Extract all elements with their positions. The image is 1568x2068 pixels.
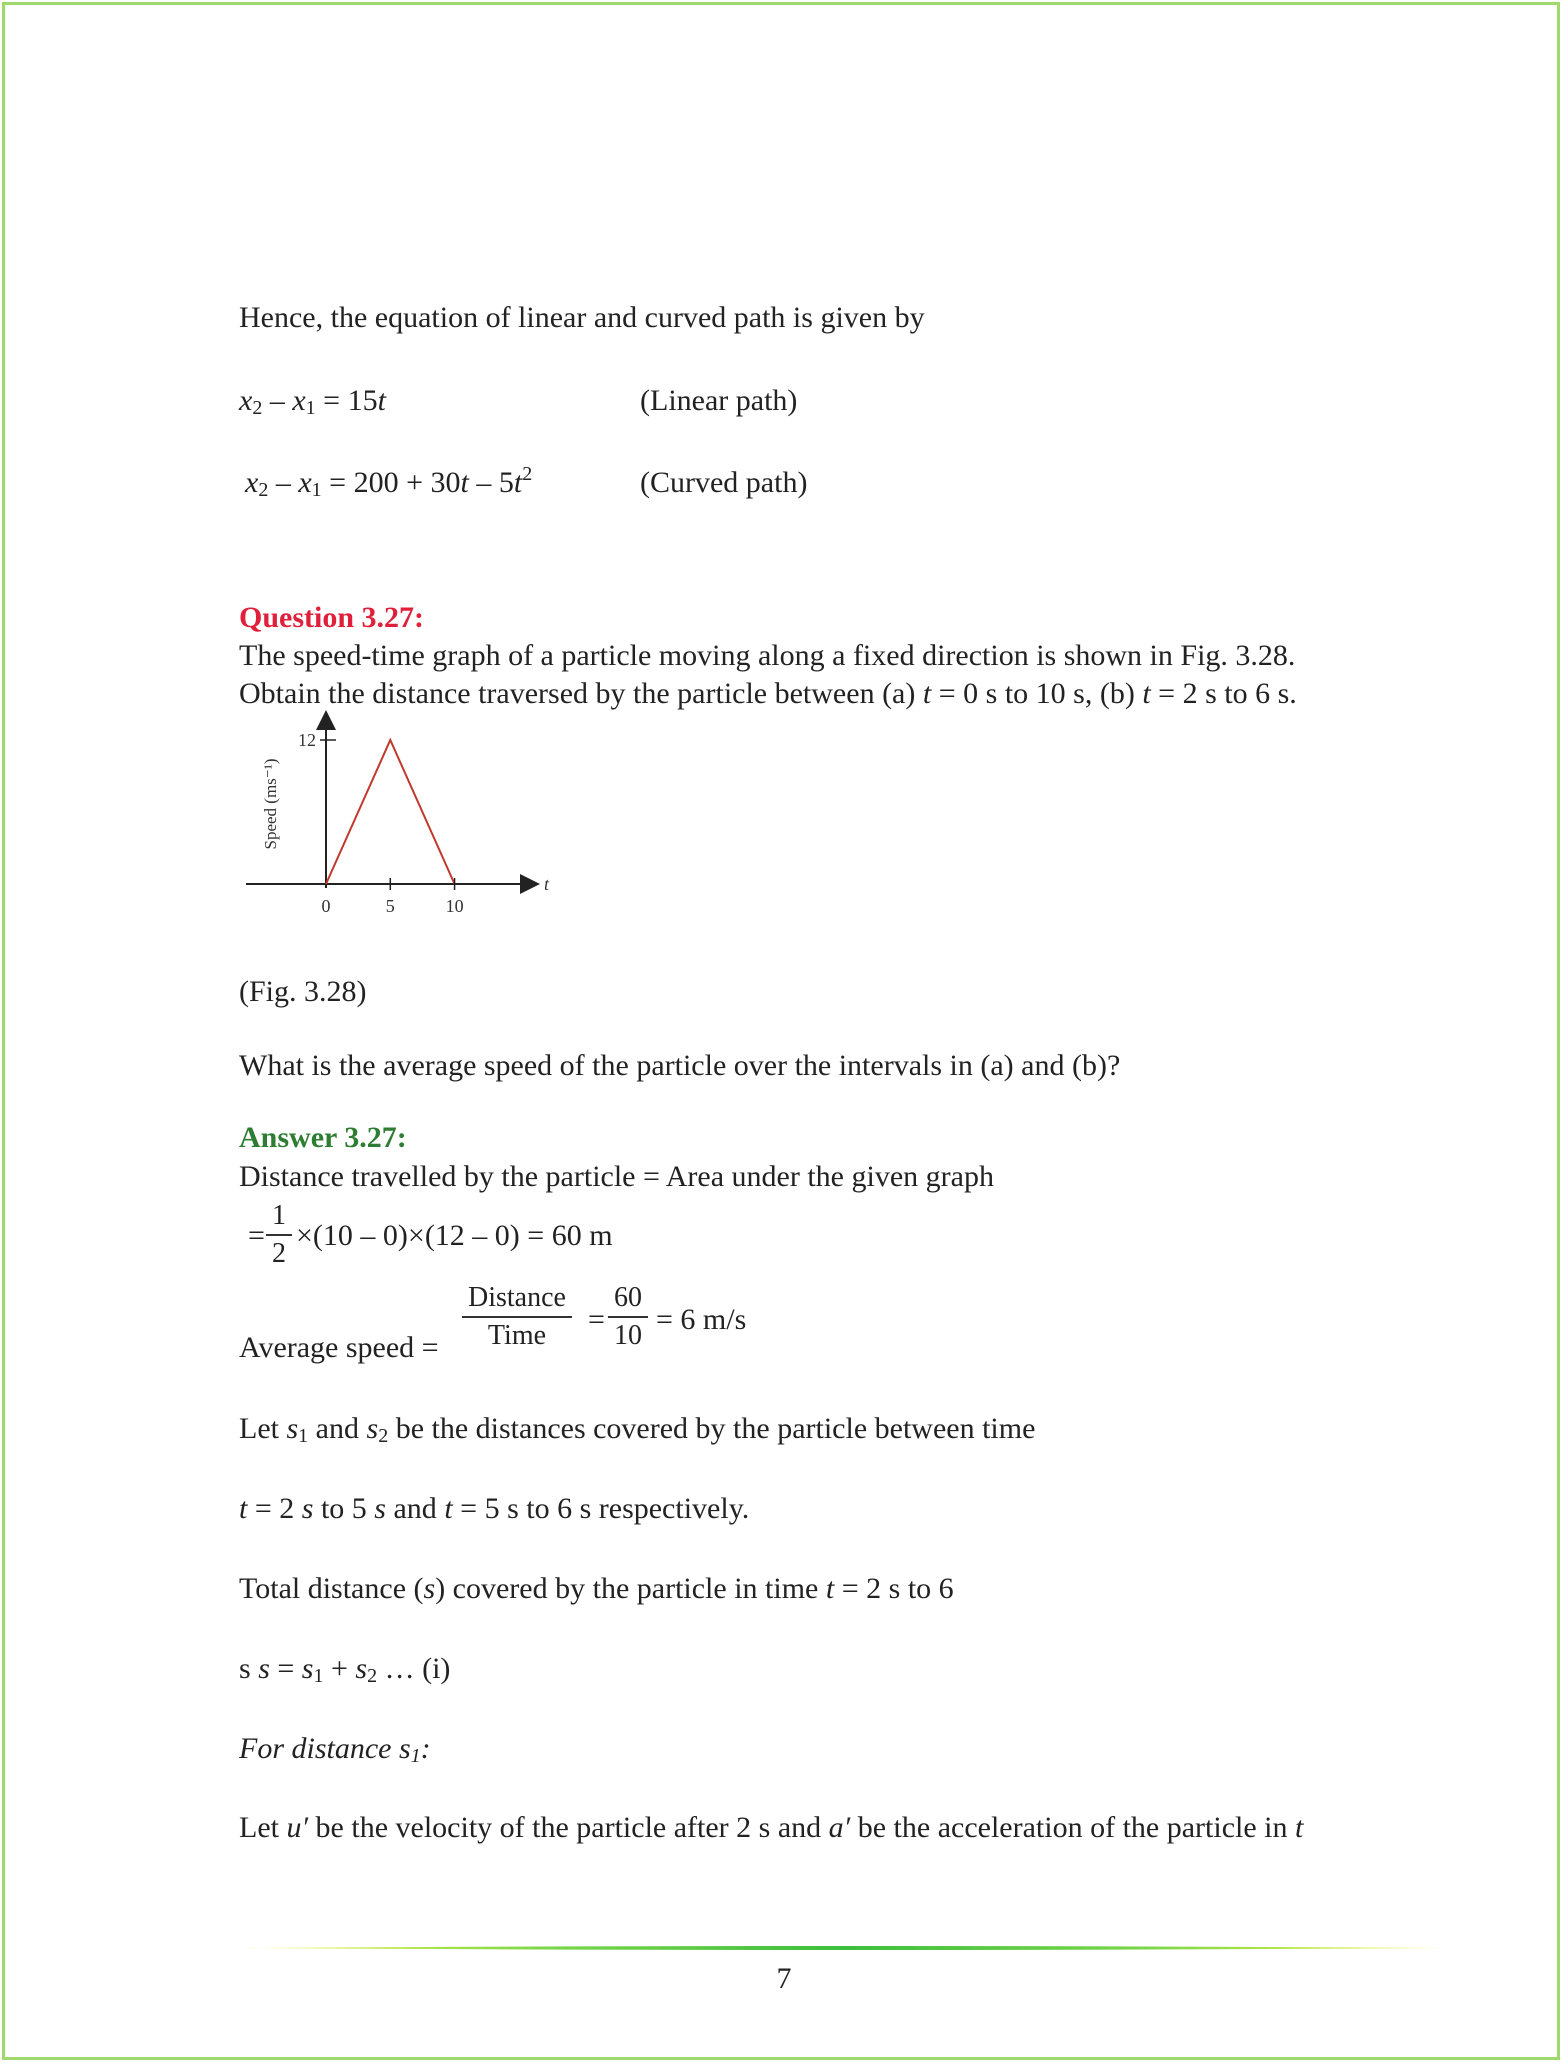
x-tick-label: 10 [445,896,464,916]
last-line: Let u′ be the velocity of the particle after 2 s and a′ be the acceleration of the particle in t [239,1811,1304,1844]
answer-line-1: Distance travelled by the particle = Area under the given graph [239,1160,994,1193]
question-heading: Question 3.27: [239,601,425,634]
answer-heading: Answer 3.27: [239,1121,407,1154]
average-speed-label: Average speed = [239,1331,439,1364]
y-tick-label: 12 [298,730,316,750]
x-tick-label: 0 [321,896,331,916]
equation-linear-label: (Linear path) [640,384,798,417]
question-line-1: The speed-time graph of a particle moving along a fixed direction is shown in Fig. 3.28. [239,639,1296,672]
area-eq-prefix: = [248,1219,265,1252]
speed-time-graph [240,710,560,930]
question-line-2: Obtain the distance traversed by the particle between (a) t = 0 s to 10 s, (b) t = 2 s to 6 s. [239,677,1297,710]
time-intervals-line: t = 2 s to 5 s and t = 5 s to 6 s respectively. [239,1492,750,1525]
let-distances-line: Let $s_1$ and $s_2$ be the distances covered by the particle between time [239,1412,1036,1447]
equation-curved: $x_2 - x_1 = 200 + 30t - 5t^2$ [245,463,533,501]
equation-curved-label: (Curved path) [640,466,808,499]
y-axis-label: Speed (ms⁻¹) [261,758,280,850]
average-speed-fraction-2: $\frac{60}{10}$ [608,1282,648,1352]
average-speed-result: = 6 m/s [656,1303,747,1336]
average-speed-fraction-1: Distance Time [462,1282,572,1352]
x-axis-label: t [544,874,550,894]
question-line-3: What is the average speed of the particle over the intervals in (a) and (b)? [239,1049,1121,1082]
x-tick-label: 5 [385,896,395,916]
area-equation-rest: ×(10 – 0)×(12 – 0) = 60 m [296,1219,613,1252]
area-fraction: $\frac{1}{2}$ [266,1200,292,1270]
footer-divider [245,1944,1445,1952]
total-distance-line: Total distance (s) covered by the particle in time t = 2 s to 6 [239,1572,954,1605]
sum-equation: s $s = s_1 + s_2$ … (i) [239,1652,451,1687]
equation-linear: $x_2 - x_1 = 15t$ [239,384,386,419]
for-distance-heading: For distance $s_1$: [239,1732,431,1767]
average-speed-equals-1: = [588,1303,605,1336]
page-number: 7 [776,1962,792,1995]
intro-text: Hence, the equation of linear and curved path is given by [239,301,925,334]
figure-caption: (Fig. 3.28) [239,975,367,1008]
speed-series-line [326,740,455,884]
